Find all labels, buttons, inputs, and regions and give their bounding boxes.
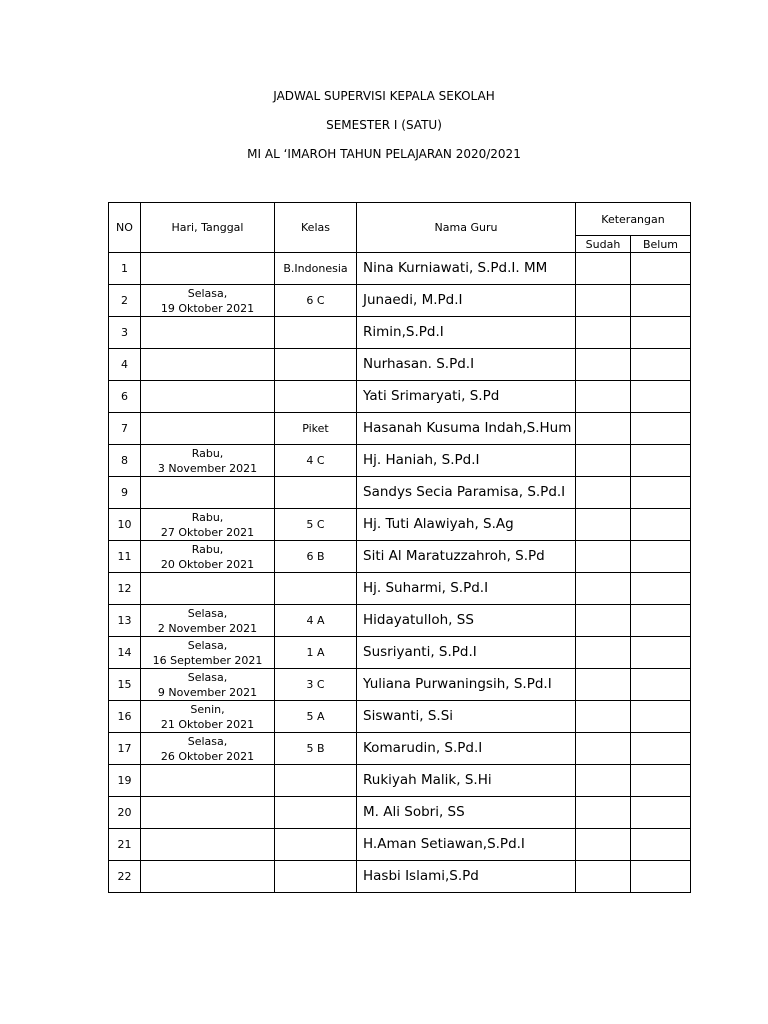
table-row	[109, 765, 691, 797]
row-date-cell: Selasa, 2 November 2021	[141, 605, 275, 637]
table-row	[109, 797, 691, 829]
row-class-cell: 6 C	[275, 285, 357, 317]
row-done-cell	[576, 861, 631, 893]
row-teacher-cell: Rimin,S.Pd.I	[357, 317, 576, 349]
table-row	[109, 253, 691, 285]
row-date-cell	[141, 349, 275, 381]
row-class-cell: 6 B	[275, 541, 357, 573]
row-teacher-cell: Hasbi Islami,S.Pd	[357, 861, 576, 893]
row-no-cell: 21	[109, 829, 141, 861]
row-date-cell	[141, 797, 275, 829]
row-no-cell: 10	[109, 509, 141, 541]
row-no-cell: 9	[109, 477, 141, 509]
row-teacher-cell: Junaedi, M.Pd.I	[357, 285, 576, 317]
row-no-cell: 3	[109, 317, 141, 349]
table-row	[109, 413, 691, 445]
row-not-yet-cell	[631, 637, 691, 669]
row-date-cell	[141, 253, 275, 285]
header-done: Sudah	[576, 236, 631, 253]
row-teacher-cell: Siswanti, S.Si	[357, 701, 576, 733]
row-class-cell	[275, 573, 357, 605]
row-not-yet-cell	[631, 253, 691, 285]
row-class-cell: 5 A	[275, 701, 357, 733]
table-body	[109, 253, 691, 893]
row-not-yet-cell	[631, 765, 691, 797]
row-teacher-cell: Komarudin, S.Pd.I	[357, 733, 576, 765]
row-date-cell: Selasa, 26 Oktober 2021	[141, 733, 275, 765]
header-date: Hari, Tanggal	[141, 203, 275, 253]
row-teacher-cell: H.Aman Setiawan,S.Pd.I	[357, 829, 576, 861]
row-not-yet-cell	[631, 733, 691, 765]
row-class-cell	[275, 317, 357, 349]
row-class-cell: 5 B	[275, 733, 357, 765]
row-teacher-cell: Hj. Tuti Alawiyah, S.Ag	[357, 509, 576, 541]
row-no-cell: 14	[109, 637, 141, 669]
row-class-cell: 5 C	[275, 509, 357, 541]
table-row	[109, 701, 691, 733]
table-row	[109, 829, 691, 861]
header-note: Keterangan	[576, 203, 691, 236]
table-row	[109, 381, 691, 413]
row-date-cell	[141, 829, 275, 861]
row-not-yet-cell	[631, 861, 691, 893]
table-row	[109, 733, 691, 765]
row-class-cell	[275, 765, 357, 797]
row-done-cell	[576, 829, 631, 861]
row-teacher-cell: Hasanah Kusuma Indah,S.Hum	[357, 413, 576, 445]
supervision-schedule-table	[108, 202, 691, 893]
row-teacher-cell: Nurhasan. S.Pd.I	[357, 349, 576, 381]
row-teacher-cell: Sandys Secia Paramisa, S.Pd.I	[357, 477, 576, 509]
header-class: Kelas	[275, 203, 357, 253]
row-date-cell	[141, 861, 275, 893]
row-not-yet-cell	[631, 701, 691, 733]
table-row	[109, 317, 691, 349]
row-teacher-cell: Nina Kurniawati, S.Pd.I. MM	[357, 253, 576, 285]
row-done-cell	[576, 253, 631, 285]
row-date-cell	[141, 381, 275, 413]
row-done-cell	[576, 477, 631, 509]
row-date-cell: Selasa, 9 November 2021	[141, 669, 275, 701]
row-teacher-cell: Yati Srimaryati, S.Pd	[357, 381, 576, 413]
row-teacher-cell: Hj. Haniah, S.Pd.I	[357, 445, 576, 477]
row-class-cell: B.Indonesia	[275, 253, 357, 285]
row-not-yet-cell	[631, 605, 691, 637]
row-no-cell: 13	[109, 605, 141, 637]
row-not-yet-cell	[631, 829, 691, 861]
table-row	[109, 285, 691, 317]
row-done-cell	[576, 445, 631, 477]
table-row	[109, 605, 691, 637]
row-no-cell: 17	[109, 733, 141, 765]
row-date-cell	[141, 317, 275, 349]
row-class-cell	[275, 477, 357, 509]
row-done-cell	[576, 317, 631, 349]
row-date-cell: Senin, 21 Oktober 2021	[141, 701, 275, 733]
row-done-cell	[576, 573, 631, 605]
row-done-cell	[576, 605, 631, 637]
row-class-cell	[275, 349, 357, 381]
school-year-subtitle: MI AL ‘IMAROH TAHUN PELAJARAN 2020/2021	[247, 147, 521, 161]
row-not-yet-cell	[631, 509, 691, 541]
row-not-yet-cell	[631, 381, 691, 413]
table-row	[109, 445, 691, 477]
table-row	[109, 669, 691, 701]
row-no-cell: 8	[109, 445, 141, 477]
row-no-cell: 6	[109, 381, 141, 413]
table-row	[109, 349, 691, 381]
row-not-yet-cell	[631, 413, 691, 445]
row-no-cell: 4	[109, 349, 141, 381]
header-teacher: Nama Guru	[357, 203, 576, 253]
semester-subtitle: SEMESTER I (SATU)	[326, 118, 442, 132]
header-not-yet: Belum	[631, 236, 691, 253]
row-date-cell	[141, 573, 275, 605]
row-class-cell	[275, 861, 357, 893]
row-no-cell: 15	[109, 669, 141, 701]
row-done-cell	[576, 349, 631, 381]
row-not-yet-cell	[631, 445, 691, 477]
row-done-cell	[576, 669, 631, 701]
row-date-cell: Rabu, 20 Oktober 2021	[141, 541, 275, 573]
row-no-cell: 1	[109, 253, 141, 285]
row-teacher-cell: Rukiyah Malik, S.Hi	[357, 765, 576, 797]
table-row	[109, 861, 691, 893]
table-row	[109, 573, 691, 605]
row-teacher-cell: M. Ali Sobri, SS	[357, 797, 576, 829]
header-no: NO	[109, 203, 141, 253]
row-class-cell	[275, 829, 357, 861]
table-row	[109, 637, 691, 669]
row-class-cell: 1 A	[275, 637, 357, 669]
row-class-cell	[275, 797, 357, 829]
row-not-yet-cell	[631, 669, 691, 701]
row-no-cell: 2	[109, 285, 141, 317]
row-class-cell: 3 C	[275, 669, 357, 701]
row-not-yet-cell	[631, 797, 691, 829]
row-not-yet-cell	[631, 477, 691, 509]
row-done-cell	[576, 733, 631, 765]
row-done-cell	[576, 701, 631, 733]
row-date-cell	[141, 765, 275, 797]
row-no-cell: 16	[109, 701, 141, 733]
row-done-cell	[576, 413, 631, 445]
row-class-cell	[275, 381, 357, 413]
row-not-yet-cell	[631, 285, 691, 317]
row-done-cell	[576, 765, 631, 797]
row-class-cell: 4 C	[275, 445, 357, 477]
row-done-cell	[576, 509, 631, 541]
row-class-cell: 4 A	[275, 605, 357, 637]
row-date-cell	[141, 413, 275, 445]
row-no-cell: 7	[109, 413, 141, 445]
row-no-cell: 19	[109, 765, 141, 797]
row-done-cell	[576, 381, 631, 413]
row-date-cell: Rabu, 3 November 2021	[141, 445, 275, 477]
row-date-cell: Selasa, 19 Oktober 2021	[141, 285, 275, 317]
row-date-cell: Selasa, 16 September 2021	[141, 637, 275, 669]
row-date-cell: Rabu, 27 Oktober 2021	[141, 509, 275, 541]
row-no-cell: 12	[109, 573, 141, 605]
row-not-yet-cell	[631, 573, 691, 605]
row-not-yet-cell	[631, 317, 691, 349]
document-title: JADWAL SUPERVISI KEPALA SEKOLAH	[273, 89, 495, 103]
table-row	[109, 477, 691, 509]
row-done-cell	[576, 285, 631, 317]
row-no-cell: 20	[109, 797, 141, 829]
row-teacher-cell: Susriyanti, S.Pd.I	[357, 637, 576, 669]
row-teacher-cell: Hidayatulloh, SS	[357, 605, 576, 637]
row-no-cell: 11	[109, 541, 141, 573]
row-done-cell	[576, 797, 631, 829]
row-not-yet-cell	[631, 349, 691, 381]
table-header-row	[109, 203, 691, 236]
row-date-cell	[141, 477, 275, 509]
table-row	[109, 541, 691, 573]
row-done-cell	[576, 637, 631, 669]
table-row	[109, 509, 691, 541]
row-teacher-cell: Siti Al Maratuzzahroh, S.Pd	[357, 541, 576, 573]
row-class-cell: Piket	[275, 413, 357, 445]
row-not-yet-cell	[631, 541, 691, 573]
row-teacher-cell: Yuliana Purwaningsih, S.Pd.I	[357, 669, 576, 701]
row-teacher-cell: Hj. Suharmi, S.Pd.I	[357, 573, 576, 605]
row-done-cell	[576, 541, 631, 573]
row-no-cell: 22	[109, 861, 141, 893]
